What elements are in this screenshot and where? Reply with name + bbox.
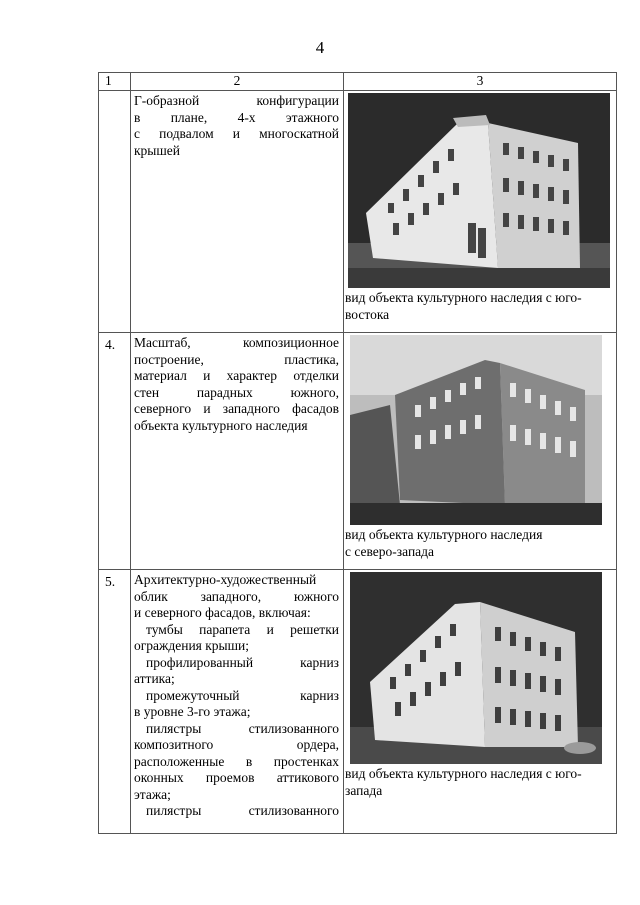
description-line: пилястры стилизованного xyxy=(146,720,339,736)
caption-line: с северо-запада xyxy=(345,543,435,559)
description-line: ограждения крыши; xyxy=(134,638,250,653)
header-col-3: 3 xyxy=(344,73,617,91)
heritage-table xyxy=(98,72,617,834)
table-row xyxy=(99,333,617,570)
table-row xyxy=(99,570,617,834)
photo-caption: вид объекта культурного наследия с юго-востока xyxy=(345,290,582,322)
building-photo-southeast xyxy=(348,93,610,288)
row-description xyxy=(131,570,344,834)
building-photo-southwest xyxy=(350,572,602,764)
description-line: Г-образной конфигурации xyxy=(134,93,339,108)
photo-cell xyxy=(344,91,617,333)
description-line: оконных проемов аттикового xyxy=(134,770,339,785)
header-col-2: 2 xyxy=(131,73,344,91)
caption-line: вид объекта культурного наследия xyxy=(345,527,543,542)
description-line: в уровне 3-го этажа; xyxy=(134,704,251,719)
description-line: построение, пластика, xyxy=(134,351,339,367)
description-line: аттика; xyxy=(134,671,175,686)
description-line: объекта культурного наследия xyxy=(134,417,308,433)
description-line: композитного ордера, xyxy=(134,737,339,752)
page-number: 4 xyxy=(315,38,325,57)
description-line: тумбы парапета и решетки xyxy=(146,621,339,637)
photo-caption xyxy=(344,525,616,560)
description-line: расположенные в простенках xyxy=(134,753,339,769)
description-line: стен парадных южного, xyxy=(134,384,339,400)
description-line: промежуточный карниз xyxy=(146,687,339,703)
description-line: северного и западного фасадов xyxy=(134,401,339,416)
description-line: крышей xyxy=(134,142,180,158)
row-number: 5. xyxy=(99,570,131,834)
description-line: и северного фасадов, включая: xyxy=(134,605,311,620)
photo-cell xyxy=(344,333,617,570)
description-line: пилястры стилизованного xyxy=(146,803,339,818)
description-line: в плане, 4-х этажного xyxy=(134,109,339,125)
description-line: материал и характер отделки xyxy=(134,368,339,383)
row-number: 4. xyxy=(99,333,131,570)
row-number xyxy=(99,91,131,333)
row-description xyxy=(131,91,344,333)
photo-cell xyxy=(344,570,617,834)
table-header-row xyxy=(99,73,617,91)
header-col-1: 1 xyxy=(99,73,131,91)
description-line: с подвалом и многоскатной xyxy=(134,126,339,141)
description-line: Архитектурно-художественный xyxy=(134,572,317,587)
building-photo-northwest xyxy=(350,335,602,525)
description-line: облик западного, южного xyxy=(134,588,339,604)
description-line: Масштаб, композиционное xyxy=(134,335,339,350)
description-line: этажа; xyxy=(134,786,171,802)
table-row xyxy=(99,91,617,333)
photo-caption: вид объекта культурного наследия с юго-запада xyxy=(345,766,582,798)
description-line: профилированный карниз xyxy=(146,654,339,670)
row-description xyxy=(131,333,344,570)
